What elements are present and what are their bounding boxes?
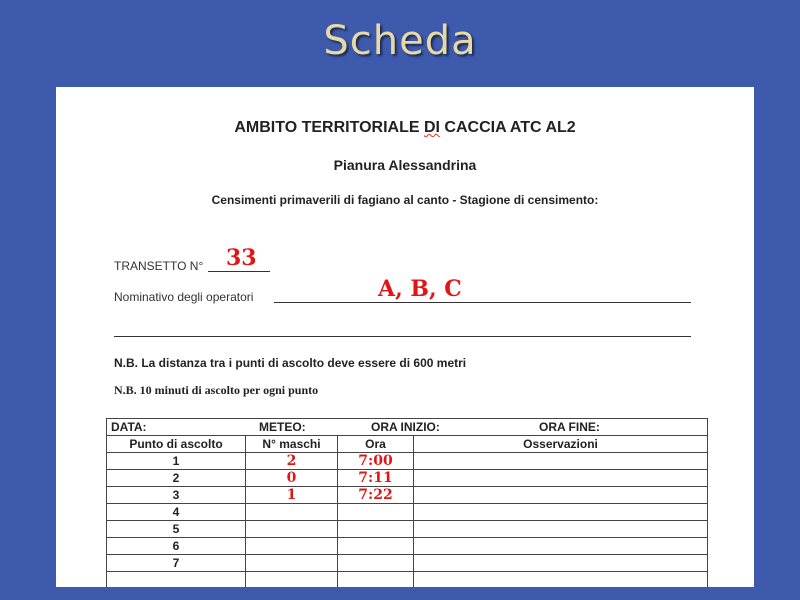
- cell-oss: [414, 504, 708, 521]
- meta-row: [107, 419, 708, 436]
- cell-oss: [414, 453, 708, 470]
- cell-oss: [414, 487, 708, 504]
- cell-ora: 7:11: [338, 470, 414, 487]
- cell-punto: 2: [107, 470, 246, 487]
- operatori-extra-line: [114, 336, 691, 337]
- cell-ora: [338, 504, 414, 521]
- slide-title: Scheda: [323, 18, 477, 64]
- heading-part-1: AMBITO TERRITORIALE: [234, 119, 420, 136]
- transetto-label: TRANSETTO N°: [114, 259, 204, 273]
- form-heading: [56, 119, 754, 137]
- cell-maschi: [246, 555, 338, 572]
- cell-ora: 7:00: [338, 453, 414, 470]
- heading-part-di: DI: [423, 119, 440, 136]
- transetto-underline: [208, 271, 270, 272]
- meta-data: DATA:: [111, 420, 147, 434]
- cell-oss: [414, 521, 708, 538]
- table-row: [107, 521, 708, 538]
- cell-punto: 4: [107, 504, 246, 521]
- table-row: [107, 504, 708, 521]
- table-row: [107, 572, 708, 588]
- cell-ora: [338, 521, 414, 538]
- cell-punto: 7: [107, 555, 246, 572]
- nb-minutes: N.B. 10 minuti di ascolto per ogni punto: [114, 383, 319, 397]
- operatori-value: A, B, C: [378, 276, 462, 302]
- col-osservazioni: Osservazioni: [414, 436, 708, 453]
- cell-maschi: [246, 504, 338, 521]
- table-row: [107, 555, 708, 572]
- table-row: [107, 470, 708, 487]
- cell-oss: [414, 470, 708, 487]
- cell-ora: [338, 538, 414, 555]
- meta-ora-fine: ORA FINE:: [539, 420, 600, 434]
- form-subtitle: Censimenti primaverili di fagiano al canto - Stagione di censimento:: [211, 193, 599, 207]
- cell-maschi: 2: [246, 453, 338, 470]
- table-row: [107, 538, 708, 555]
- cell-oss: [414, 538, 708, 555]
- cell-ora: [338, 555, 414, 572]
- col-maschi: N° maschi: [246, 436, 338, 453]
- table-row: [107, 487, 708, 504]
- column-header-row: [107, 436, 708, 453]
- cell-ora: [338, 572, 414, 588]
- col-ora: Ora: [338, 436, 414, 453]
- cell-punto: [107, 572, 246, 588]
- cell-maschi: 0: [246, 470, 338, 487]
- transetto-value: 33: [226, 245, 257, 271]
- census-table: [106, 418, 708, 587]
- cell-punto: 5: [107, 521, 246, 538]
- meta-ora-inizio: ORA INIZIO:: [371, 420, 440, 434]
- operatori-label: Nominativo degli operatori: [114, 290, 254, 304]
- table-row: [107, 453, 708, 470]
- cell-ora: 7:22: [338, 487, 414, 504]
- cell-punto: 1: [107, 453, 246, 470]
- form-subheading: Pianura Alessandrina: [333, 157, 477, 173]
- meta-meteo: METEO:: [259, 420, 306, 434]
- cell-oss: [414, 555, 708, 572]
- cell-maschi: [246, 521, 338, 538]
- cell-maschi: [246, 572, 338, 588]
- operatori-underline: [274, 302, 691, 303]
- cell-maschi: [246, 538, 338, 555]
- heading-part-rest: CACCIA ATC AL2: [444, 119, 576, 136]
- form-document: [56, 87, 754, 587]
- nb-distance: N.B. La distanza tra i punti di ascolto deve essere di 600 metri: [114, 356, 467, 370]
- cell-oss: [414, 572, 708, 588]
- cell-punto: 6: [107, 538, 246, 555]
- cell-maschi: 1: [246, 487, 338, 504]
- cell-punto: 3: [107, 487, 246, 504]
- col-punto: Punto di ascolto: [107, 436, 246, 453]
